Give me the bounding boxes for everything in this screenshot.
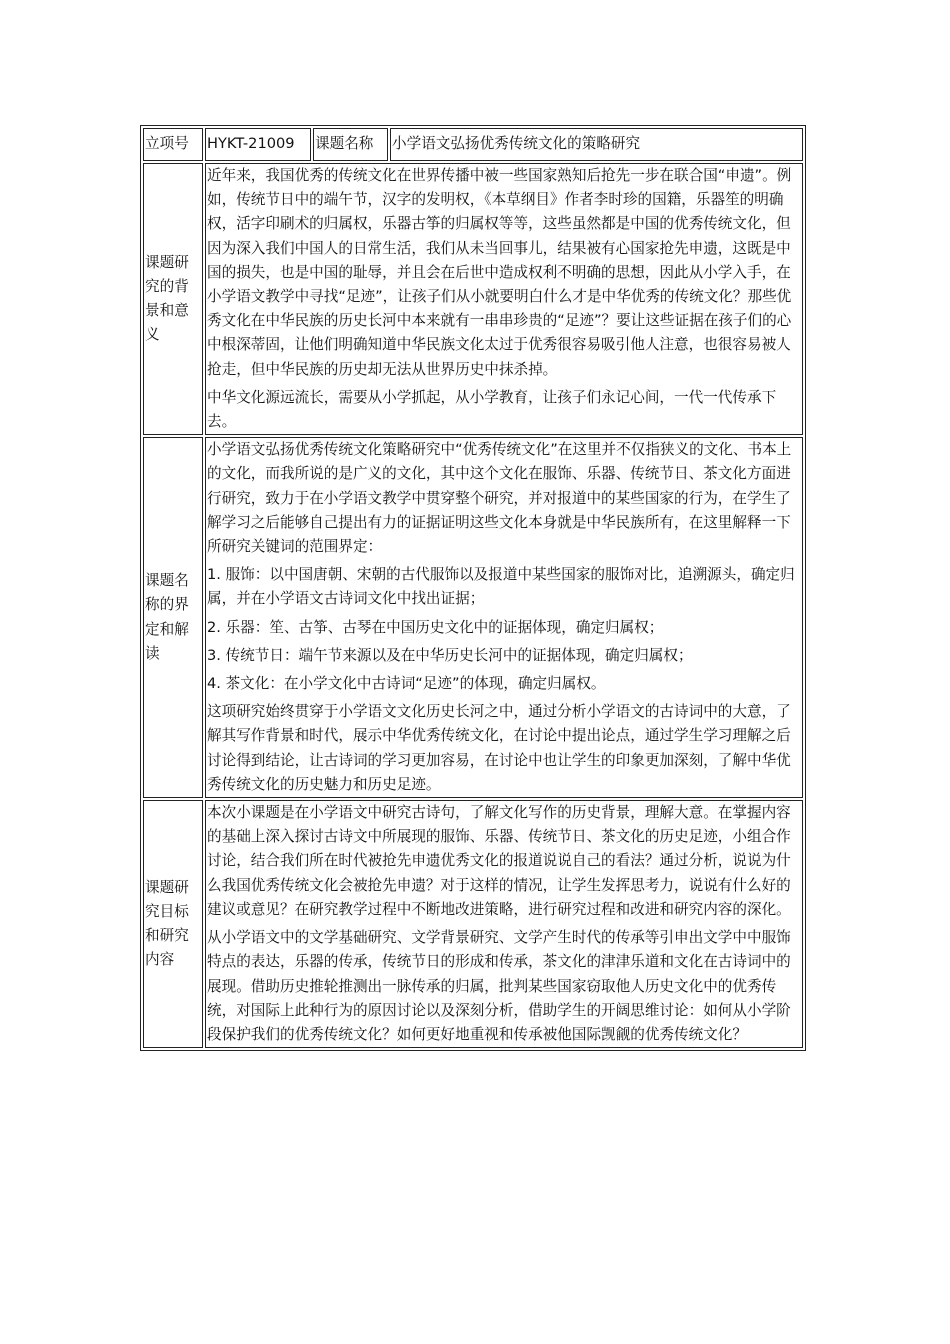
project-name-value: 小学语文弘扬优秀传统文化的策略研究 (390, 128, 803, 161)
header-row (143, 128, 803, 161)
paragraph: 小学语文弘扬优秀传统文化策略研究中“优秀传统文化”在这里并不仅指狭义的文化、书本上的文化，而我所说的是广义的文化，其中这个文化在服饰、乐器、传统节日、茶文化方面进行研究，致力于在小学语文教学中贯穿整个研究，并对报道中的某些国家的行为，在学生了解学习之后能够自己提出有力的证据证明这些文化本身就是中华民族所有，在这里解释一下所研究关键词的范围界定： (207, 441, 792, 556)
section-goals-label: 课题研究目标和研究内容 (143, 800, 203, 1048)
list-item: 2. 乐器：笙、古筝、古琴在中国历史文化中的证据体现，确定归属权； (207, 618, 664, 636)
section-definition-label: 课题名称的界定和解读 (143, 437, 203, 798)
paragraph: 中华文化源远流长，需要从小学抓起，从小学教育，让孩子们永记心间，一代一代传承下去。 (207, 388, 777, 431)
project-id-label: 立项号 (143, 128, 203, 161)
section-background-content (205, 163, 803, 435)
section-definition-row (143, 437, 803, 798)
paragraph: 本次小课题是在小学语文中研究古诗句，了解文化写作的历史背景，理解大意。在掌握内容的基础上深入探讨古诗文中所展现的服饰、乐器、传统节日、茶文化的历史足迹，小组合作讨论，结合我们所在时代被抢先申遗优秀文化的报道说说自己的看法？通过分析，说说为什么我国优秀传统文化会被抢先申遗？对于这样的情况，让学生发挥思考力，说说有什么好的建议或意见？在研究教学过程中不断地改进策略，进行研究过程和改进和研究内容的深化。 (207, 804, 791, 918)
section-background-row (143, 163, 803, 435)
paragraph: 这项研究始终贯穿于小学语文文化历史长河之中，通过分析小学语文的古诗词中的大意，了解其写作背景和时代，展示中华优秀传统文化，在讨论中提出论点，通过学生学习理解之后讨论得到结论，让古诗词的学习更加容易，在讨论中也让学生的印象更加深刻，了解中华优秀传统文化的历史魅力和历史足迹。 (207, 703, 791, 793)
list-item: 4. 茶文化：在小学文化中古诗词“足迹”的体现，确定归属权。 (207, 675, 606, 693)
project-id-value: HYKT-21009 (205, 128, 311, 161)
section-definition-content (205, 437, 803, 798)
list-item: 3. 传统节日：端午节来源以及在中华历史长河中的证据体现，确定归属权； (207, 646, 693, 664)
list-item: 1. 服饰：以中国唐朝、宋朝的古代服饰以及报道中某些国家的服饰对比，追溯源头，确定归属，并在小学语文古诗词文化中找出证据； (207, 566, 795, 608)
paragraph: 从小学语文中的文学基础研究、文学背景研究、文学产生时代的传承等引申出文学中中服饰特点的表达，乐器的传承，传统节日的形成和传承，茶文化的津津乐道和文化在古诗词中的展现。借助历史推轮推测出一脉传承的归属，批判某些国家窃取他人历史文化中的优秀传统，对国际上此种行为的原因讨论以及深刻分析，借助学生的开阔思维讨论：如何从小学阶段保护我们的优秀传统文化？如何更好地重视和传承被他国际觊觎的优秀传统文化？ (207, 929, 791, 1043)
project-name-label: 课题名称 (313, 128, 388, 161)
paragraph: 近年来，我国优秀的传统文化在世界传播中被一些国家熟知后抢先一步在联合国“申遗”。例如，传统节日中的端午节，汉字的发明权，《本草纲目》作者李时珍的国籍，乐器笙的明确权，活字印刷术的归属权，乐器古筝的归属权等等，这些虽然都是中国的优秀传统文化，但因为深入我们中国人的日常生活，我们从未当回事儿，结果被有心国家抢先申遗，这既是中国的损失，也是中国的耻辱，并且会在后世中造成权利不明确的思想，因此从小学入手，在小学语文教学中寻找“足迹”，让孩子们从小就要明白什么才是中华优秀的传统文化？那些优秀文化在中华民族的历史长河中本来就有一串串珍贵的“足迹”？要让这些证据在孩子们的心中根深蒂固，让他们明确知道中华民族文化太过于优秀很容易吸引他人注意，也很容易被人抢走，但中华民族的历史却无法从世界历史中抹杀掉。 (207, 167, 792, 378)
section-background-label: 课题研究的背景和意义 (143, 163, 203, 435)
project-form-table (140, 125, 806, 1051)
section-goals-row (143, 800, 803, 1048)
section-goals-content (205, 800, 803, 1048)
